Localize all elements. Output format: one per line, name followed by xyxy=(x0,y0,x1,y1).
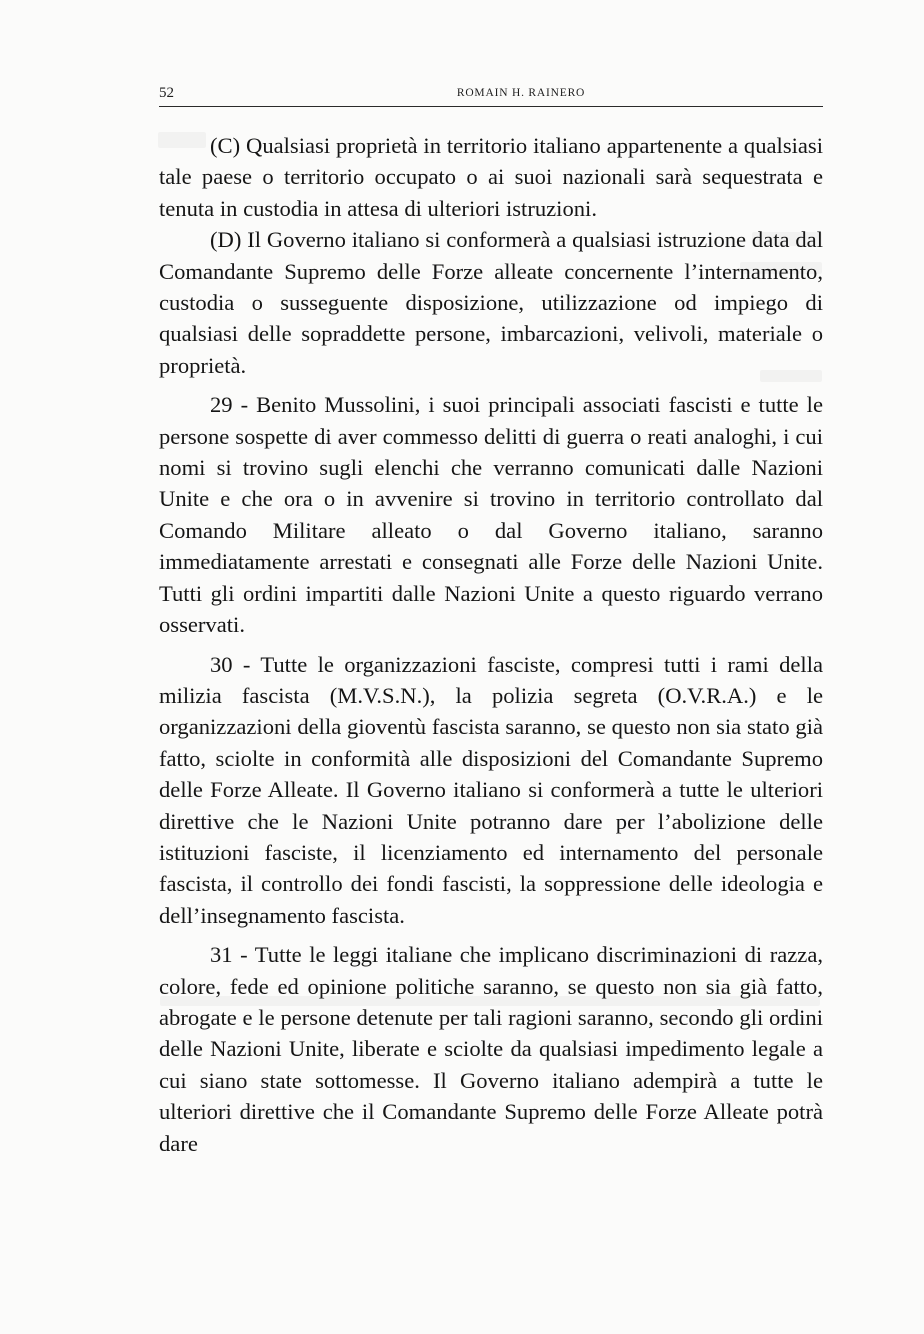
body-text xyxy=(159,130,823,1159)
paragraph-c: (C) Qualsiasi proprietà in territorio italiano appartenente a qualsiasi tale paese o territorio occupato o ai suoi nazionali sarà sequestrata e tenuta in custodia in attesa di ulteriori istruzioni. xyxy=(159,133,823,221)
running-head xyxy=(159,84,823,107)
paragraph-30: 30 - Tutte le organizzazioni fasciste, compresi tutti i rami della milizia fascista (M.V.S.N.), la polizia segreta (O.V.R.A.) e le organizzazioni della gioventù fascista saranno, se questo non sia stato già fatto, sciolte in conformità alle disposizioni del Comandante Supremo delle Forze Alleate. Il Governo italiano si conformerà a tutte le ulteriori direttive che le Nazioni Unite potranno dare per l’abolizione delle istituzioni fasciste, il licenziamento ed internamento del personale fascista, il controllo dei fondi fascisti, la soppressione delle ideologia e dell’insegnamento fascista. xyxy=(159,651,823,928)
paragraph-29: 29 - Benito Mussolini, i suoi principali associati fascisti e tutte le persone sospette di aver commesso delitti di guerra o reati analoghi, i cui nomi si trovino sugli elenchi che verranno comunicati dalle Nazioni Unite e che ora o in avvenire si trovino in territorio controllato dal Comando Militare alleato o dal Governo italiano, saranno immediatamente arrestati e consegnati alle Forze delle Nazioni Unite. Tutti gli ordini impartiti dalle Nazioni Unite a questo riguardo verrano osservati. xyxy=(159,392,823,638)
paragraph-d: (D) Il Governo italiano si conformerà a qualsiasi istruzione data dal Comandante Supremo delle Forze alleate concernente l’internamento, custodia o susseguente disposizione, utilizzazione od impiego di qualsiasi delle sopraddette persone, imbarcazioni, velivoli, materiale o proprietà. xyxy=(159,227,823,378)
paragraph-31: 31 - Tutte le leggi italiane che implicano discriminazioni di razza, colore, fede ed opinione politiche saranno, se questo non sia già fatto, abrogate e le persone detenute per tali ragioni saranno, secondo gli ordini delle Nazioni Unite, liberate e sciolte da qualsiasi impedimento legale a cui siano state sottomesse. Il Governo italiano adempirà a tutte le ulteriori direttive che il Comandante Supremo delle Forze Alleate potrà dare xyxy=(159,942,823,1156)
running-title: ROMAIN H. RAINERO xyxy=(456,87,586,99)
page-number: 52 xyxy=(159,85,174,101)
